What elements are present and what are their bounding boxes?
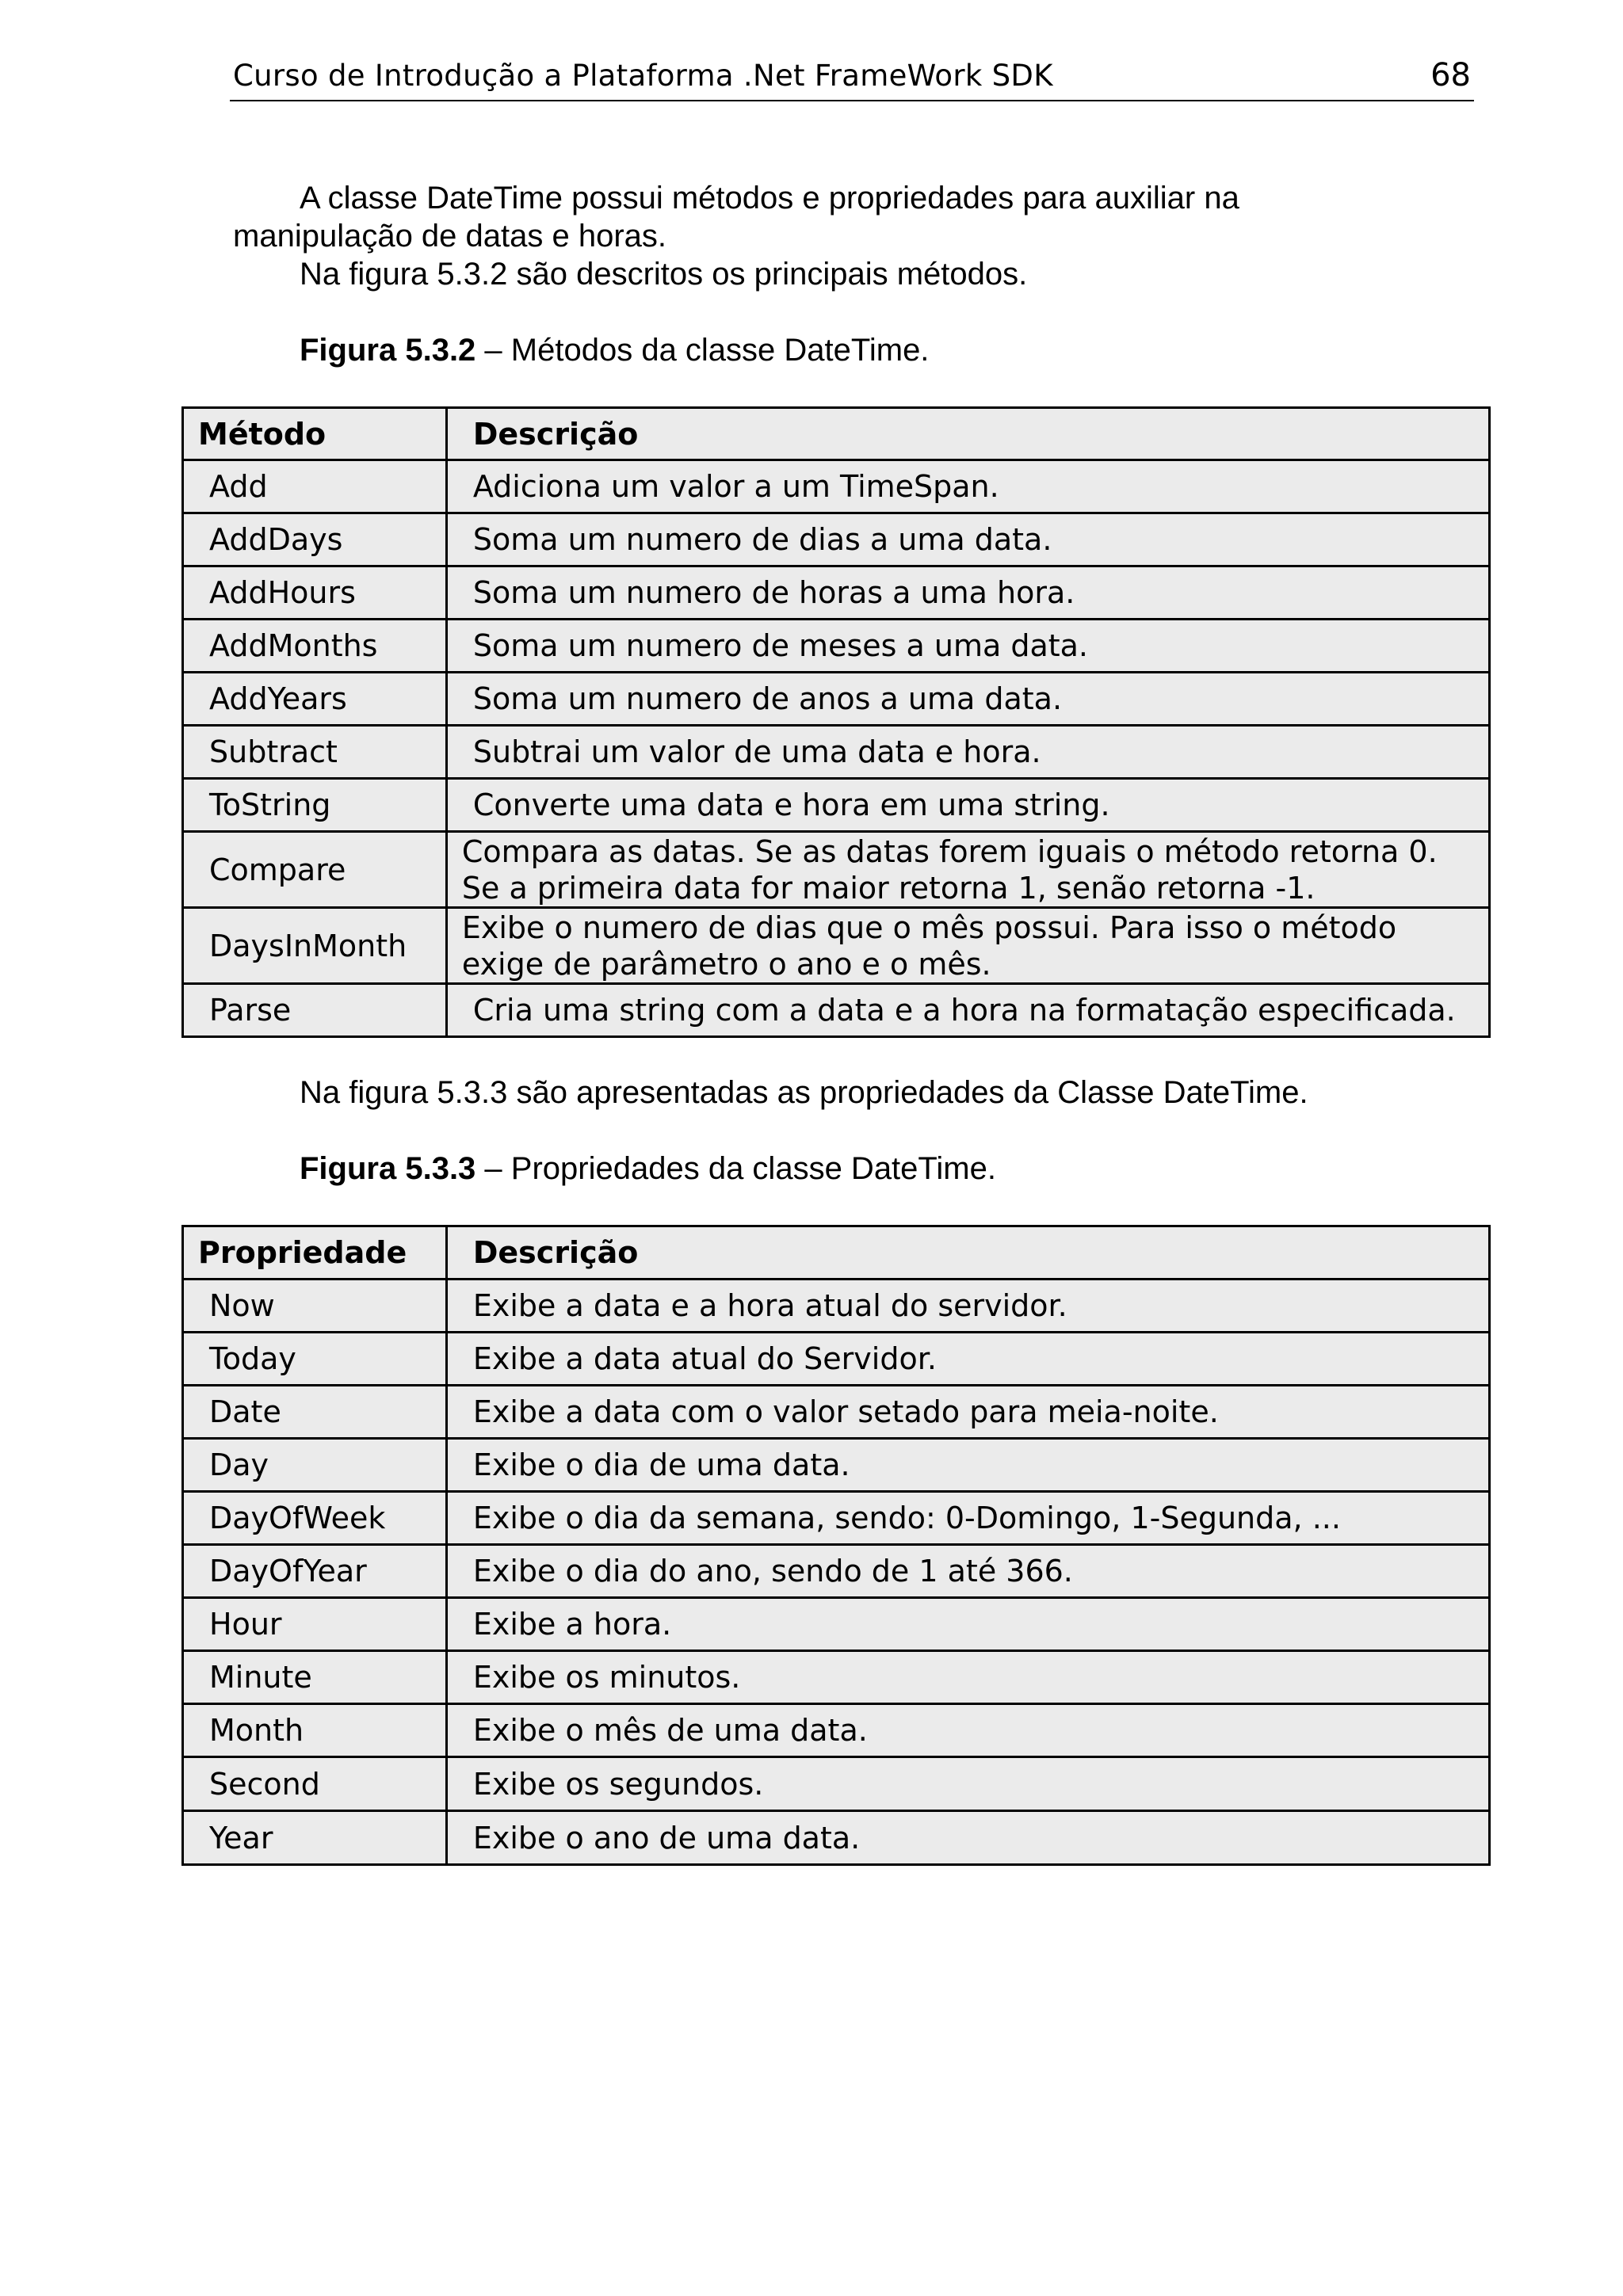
method-description: Cria uma string com a data e a hora na formatação especificada. (446, 984, 1489, 1037)
method-name: AddHours (183, 566, 447, 620)
table-row (183, 1651, 1490, 1704)
property-name: Second (183, 1757, 447, 1811)
method-name: AddMonths (183, 620, 447, 673)
table-row (183, 1280, 1490, 1333)
property-description: Exibe o dia do ano, sendo de 1 até 366. (446, 1545, 1489, 1598)
table-row (183, 908, 1490, 984)
method-name: DaysInMonth (183, 908, 447, 984)
table-row (183, 1386, 1490, 1439)
property-description: Exibe o mês de uma data. (446, 1704, 1489, 1757)
table-row (183, 832, 1490, 908)
table-row (183, 673, 1490, 726)
property-name: Hour (183, 1598, 447, 1651)
property-name: Minute (183, 1651, 447, 1704)
properties-table (181, 1225, 1491, 1866)
property-description: Exibe o ano de uma data. (446, 1811, 1489, 1865)
table-header-row (183, 408, 1490, 460)
table-row (183, 984, 1490, 1037)
method-name: Compare (183, 832, 447, 908)
table-row (183, 460, 1490, 513)
method-name: Parse (183, 984, 447, 1037)
method-name: AddDays (183, 513, 447, 566)
method-description: Soma um numero de dias a uma data. (446, 513, 1489, 566)
header-title: Curso de Introdução a Plataforma .Net FrameWork SDK (233, 59, 1053, 93)
properties-intro: Na figura 5.3.3 são apresentadas as propriedades da Classe DateTime. (300, 1075, 1308, 1110)
page-number: 68 (1430, 57, 1471, 93)
table-row (183, 779, 1490, 832)
table-row (183, 726, 1490, 779)
property-description: Exibe os minutos. (446, 1651, 1489, 1704)
intro-line-1: A classe DateTime possui métodos e propriedades para auxiliar na (300, 181, 1239, 215)
property-description: Exibe a data atual do Servidor. (446, 1333, 1489, 1386)
method-description: Converte uma data e hora em uma string. (446, 779, 1489, 832)
table-row (183, 1598, 1490, 1651)
header-cell: Propriedade (183, 1226, 447, 1280)
method-description-line: exige de parâmetro o ano e o mês. (461, 946, 991, 982)
property-name: Year (183, 1811, 447, 1865)
property-name: Date (183, 1386, 447, 1439)
table-row (183, 513, 1490, 566)
property-name: Month (183, 1704, 447, 1757)
table-row (183, 1757, 1490, 1811)
header-cell: Método (183, 408, 447, 460)
method-description: Soma um numero de meses a uma data. (446, 620, 1489, 673)
property-description: Exibe a data e a hora atual do servidor. (446, 1280, 1489, 1333)
header-cell: Descrição (446, 1226, 1489, 1280)
table-row (183, 1704, 1490, 1757)
figure-caption-text: – Propriedades da classe DateTime. (475, 1151, 996, 1186)
table-row (183, 1811, 1490, 1865)
table-row (183, 566, 1490, 620)
figure-caption-text: – Métodos da classe DateTime. (475, 333, 930, 368)
method-description (446, 908, 1489, 984)
property-description: Exibe os segundos. (446, 1757, 1489, 1811)
property-name: DayOfYear (183, 1545, 447, 1598)
method-name: Add (183, 460, 447, 513)
property-name: Now (183, 1280, 447, 1333)
method-description-line: Se a primeira data for maior retorna 1, senão retorna -1. (461, 870, 1316, 906)
table-row (183, 620, 1490, 673)
property-description: Exibe o dia da semana, sendo: 0-Domingo, 1-Segunda, ... (446, 1492, 1489, 1545)
intro-line-3: Na figura 5.3.2 são descritos os principais métodos. (300, 257, 1028, 292)
method-description (446, 832, 1489, 908)
property-name: Today (183, 1333, 447, 1386)
method-description: Soma um numero de anos a uma data. (446, 673, 1489, 726)
method-name: Subtract (183, 726, 447, 779)
figure-caption-properties (300, 1150, 996, 1188)
property-description: Exibe a hora. (446, 1598, 1489, 1651)
table-row (183, 1492, 1490, 1545)
table-header-row (183, 1226, 1490, 1280)
method-name: ToString (183, 779, 447, 832)
intro-line-2: manipulação de datas e horas. (233, 219, 667, 254)
page-header (230, 55, 1474, 101)
header-cell: Descrição (446, 408, 1489, 460)
method-description: Soma um numero de horas a uma hora. (446, 566, 1489, 620)
method-description: Subtrai um valor de uma data e hora. (446, 726, 1489, 779)
method-description-line: Compara as datas. Se as datas forem iguais o método retorna 0. (461, 833, 1438, 869)
figure-label: Figura 5.3.2 (300, 333, 476, 368)
method-name: AddYears (183, 673, 447, 726)
property-name: Day (183, 1439, 447, 1492)
method-description-line: Exibe o numero de dias que o mês possui. Para isso o método (461, 910, 1397, 945)
property-name: DayOfWeek (183, 1492, 447, 1545)
property-description: Exibe o dia de uma data. (446, 1439, 1489, 1492)
method-description: Adiciona um valor a um TimeSpan. (446, 460, 1489, 513)
table-row (183, 1545, 1490, 1598)
table-row (183, 1333, 1490, 1386)
property-description: Exibe a data com o valor setado para meia-noite. (446, 1386, 1489, 1439)
figure-label: Figura 5.3.3 (300, 1151, 476, 1186)
table-row (183, 1439, 1490, 1492)
figure-caption-methods (300, 331, 929, 369)
methods-table (181, 406, 1491, 1038)
